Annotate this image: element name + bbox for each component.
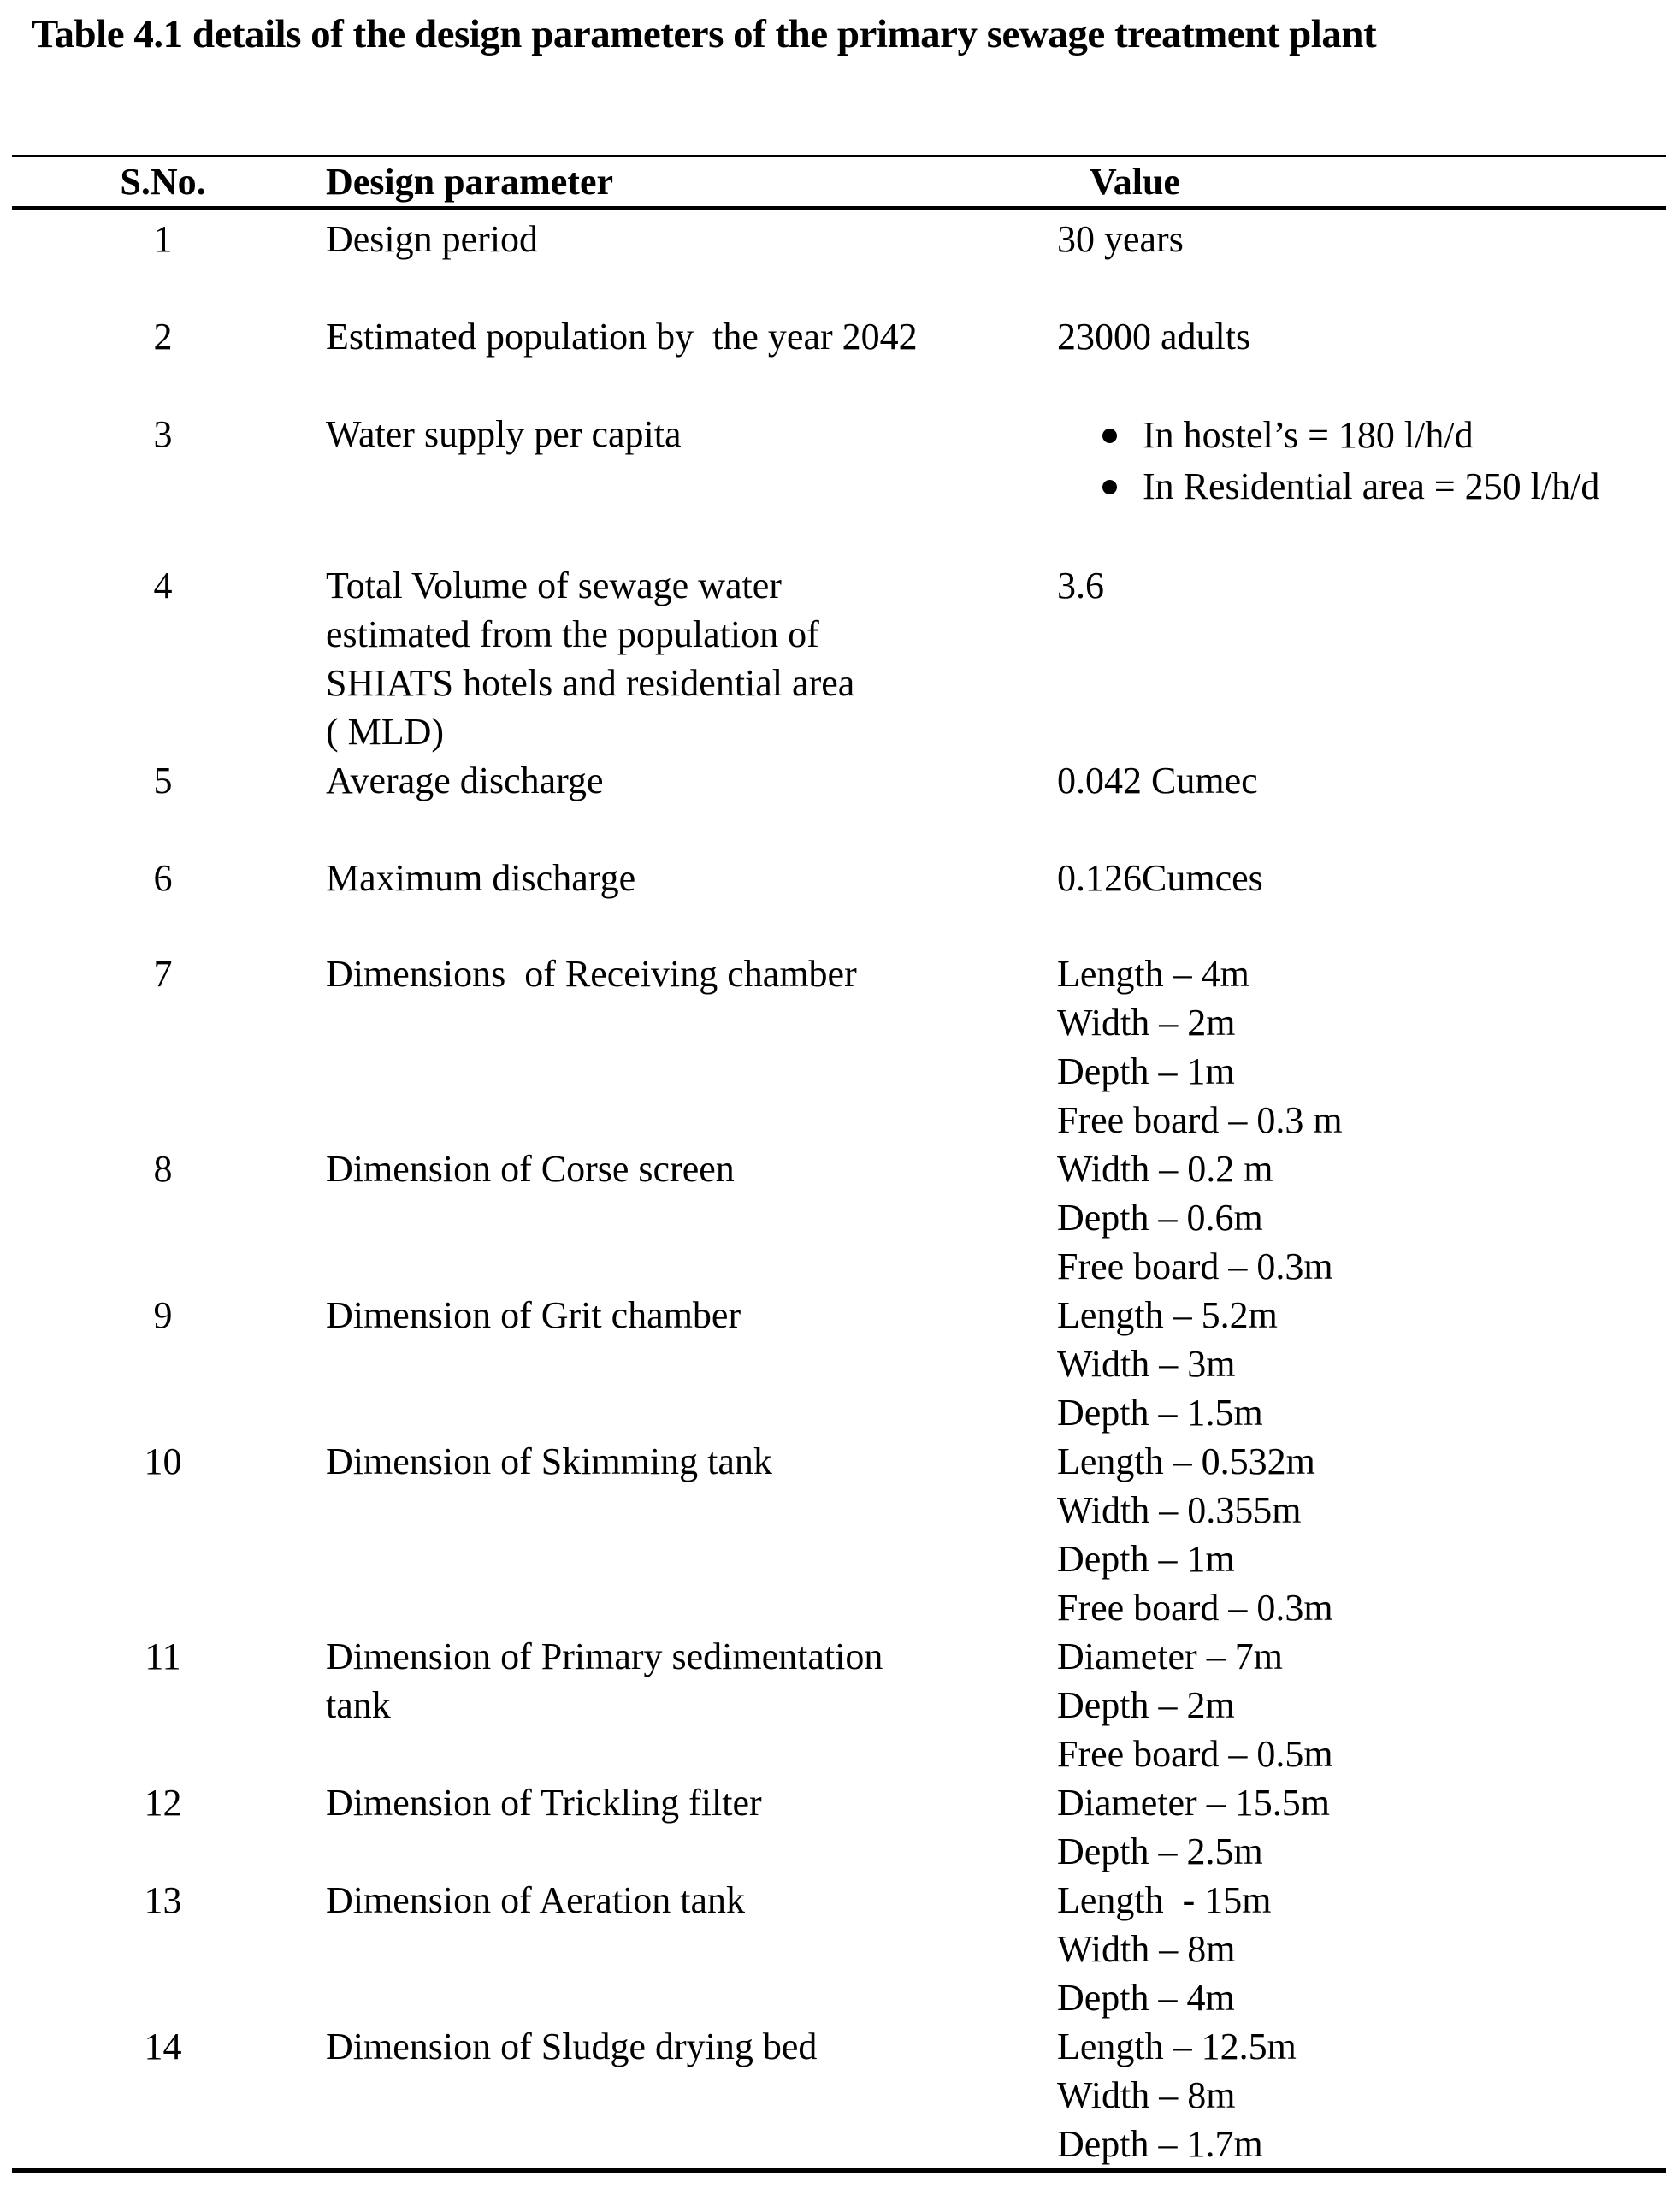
row-sno: 14 — [144, 2026, 182, 2067]
value-bullet-item — [1057, 461, 1666, 512]
row-parameter — [326, 949, 1057, 998]
row-value — [1057, 561, 1666, 610]
table-row — [0, 1144, 1666, 1291]
value-line: Depth – 2.5m — [1057, 1831, 1263, 1872]
row-sno: 4 — [153, 565, 173, 606]
table-row — [0, 2022, 1666, 2168]
row-sno: 11 — [145, 1635, 181, 1677]
value-line: Diameter – 7m — [1057, 1635, 1283, 1677]
row-sno: 9 — [153, 1294, 173, 1336]
row-value — [1057, 1876, 1666, 2022]
table-row — [0, 1778, 1666, 1876]
parameter-line: Dimension of Trickling filter — [326, 1782, 762, 1824]
value-line: 3.6 — [1057, 565, 1104, 606]
table-row — [0, 561, 1666, 756]
value-line: Width – 2m — [1057, 1002, 1236, 1044]
value-line: Depth – 1.7m — [1057, 2123, 1263, 2165]
parameter-line: Maximum discharge — [326, 857, 636, 899]
parameter-line: SHIATS hotels and residential area — [326, 662, 855, 704]
value-line: Free board – 0.3 m — [1057, 1099, 1343, 1141]
value-line: In Residential area = 250 l/h/d — [1143, 465, 1600, 507]
column-header-value: Value — [1090, 161, 1180, 203]
parameter-line: Dimension of Sludge drying bed — [326, 2026, 818, 2067]
value-line: Length - 15m — [1057, 1879, 1272, 1921]
value-line: Free board – 0.3m — [1057, 1245, 1333, 1287]
row-sno: 13 — [144, 1879, 182, 1921]
table-row — [0, 854, 1666, 902]
table-rows — [0, 210, 1666, 2168]
row-parameter — [326, 1632, 1057, 1730]
row-parameter — [326, 1437, 1057, 1486]
parameter-line: Average discharge — [326, 760, 604, 801]
row-sno: 7 — [153, 953, 173, 995]
value-line: Length – 5.2m — [1057, 1294, 1278, 1336]
value-line: Width – 0.2 m — [1057, 1148, 1273, 1190]
value-bullet-item — [1057, 410, 1666, 461]
row-sno: 3 — [153, 413, 173, 455]
value-line: Width – 0.355m — [1057, 1489, 1302, 1531]
value-line: Length – 0.532m — [1057, 1440, 1315, 1482]
row-value — [1057, 2022, 1666, 2168]
parameter-line: Design period — [326, 218, 539, 260]
row-value — [1057, 410, 1666, 512]
table-row — [0, 312, 1666, 361]
parameter-line: tank — [326, 1684, 391, 1726]
value-line: Length – 12.5m — [1057, 2026, 1297, 2067]
row-parameter — [326, 215, 1057, 263]
row-value — [1057, 1632, 1666, 1778]
row-parameter — [326, 2022, 1057, 2071]
parameter-line: Estimated population by the year 2042 — [326, 316, 918, 358]
row-sno: 1 — [153, 218, 173, 260]
table-row — [0, 1632, 1666, 1778]
parameter-line: ( MLD) — [326, 711, 445, 753]
row-sno: 5 — [153, 760, 173, 801]
row-value — [1057, 756, 1666, 805]
value-line: Length – 4m — [1057, 953, 1250, 995]
value-line: Depth – 0.6m — [1057, 1197, 1263, 1239]
row-value — [1057, 949, 1666, 1144]
table-rule-bottom — [12, 2168, 1666, 2173]
parameter-line: Dimension of Aeration tank — [326, 1879, 746, 1921]
row-sno: 8 — [153, 1148, 173, 1190]
row-sno: 6 — [153, 857, 173, 899]
value-line: Free board – 0.3m — [1057, 1587, 1333, 1629]
value-line: 23000 adults — [1057, 316, 1251, 358]
parameter-line: Dimensions of Receiving chamber — [326, 953, 857, 995]
table-row — [0, 1437, 1666, 1632]
value-line: 0.126Cumces — [1057, 857, 1263, 899]
parameter-line: Water supply per capita — [326, 413, 682, 455]
table-row — [0, 215, 1666, 263]
row-sno: 10 — [144, 1440, 182, 1482]
table-row — [0, 1876, 1666, 2022]
row-parameter — [326, 410, 1057, 458]
value-line: Depth – 1m — [1057, 1050, 1235, 1092]
row-value — [1057, 312, 1666, 361]
parameter-line: Dimension of Primary sedimentation — [326, 1635, 883, 1677]
row-parameter — [326, 1291, 1057, 1340]
value-line: Depth – 4m — [1057, 1977, 1235, 2019]
column-header-sno: S.No. — [120, 161, 206, 203]
value-line: 30 years — [1057, 218, 1184, 260]
row-parameter — [326, 312, 1057, 361]
value-line: Diameter – 15.5m — [1057, 1782, 1330, 1824]
row-parameter — [326, 1778, 1057, 1827]
value-line: Depth – 2m — [1057, 1684, 1235, 1726]
value-line: Free board – 0.5m — [1057, 1733, 1333, 1775]
value-line: Depth – 1m — [1057, 1538, 1235, 1580]
table-header-row — [0, 157, 1666, 206]
row-parameter — [326, 1144, 1057, 1193]
value-line: Depth – 1.5m — [1057, 1392, 1263, 1434]
row-parameter — [326, 756, 1057, 805]
bullet-icon — [1102, 429, 1117, 443]
table-row — [0, 756, 1666, 805]
value-line: In hostel’s = 180 l/h/d — [1143, 414, 1474, 456]
value-line: Width – 3m — [1057, 1343, 1236, 1385]
parameter-line: estimated from the population of — [326, 613, 819, 655]
parameter-line: Dimension of Skimming tank — [326, 1440, 772, 1482]
row-value — [1057, 1437, 1666, 1632]
row-sno: 2 — [153, 316, 173, 358]
table-caption: Table 4.1 details of the design parameters of the primary sewage treatment plant — [32, 12, 1377, 56]
row-value — [1057, 854, 1666, 902]
parameter-line: Dimension of Corse screen — [326, 1148, 735, 1190]
parameter-line: Total Volume of sewage water — [326, 565, 782, 606]
row-value — [1057, 1778, 1666, 1876]
column-header-parameter: Design parameter — [326, 161, 614, 203]
table-row — [0, 410, 1666, 512]
row-parameter — [326, 1876, 1057, 1925]
row-value — [1057, 1144, 1666, 1291]
row-parameter — [326, 854, 1057, 902]
table-row — [0, 949, 1666, 1144]
row-value — [1057, 1291, 1666, 1437]
bullet-icon — [1102, 480, 1117, 494]
value-line: Width – 8m — [1057, 1928, 1236, 1970]
row-sno: 12 — [144, 1782, 182, 1824]
parameter-line: Dimension of Grit chamber — [326, 1294, 741, 1336]
value-line: Width – 8m — [1057, 2074, 1236, 2116]
row-parameter — [326, 561, 1057, 756]
value-line: 0.042 Cumec — [1057, 760, 1258, 801]
row-value — [1057, 215, 1666, 263]
parameters-table — [0, 155, 1666, 2173]
table-row — [0, 1291, 1666, 1437]
